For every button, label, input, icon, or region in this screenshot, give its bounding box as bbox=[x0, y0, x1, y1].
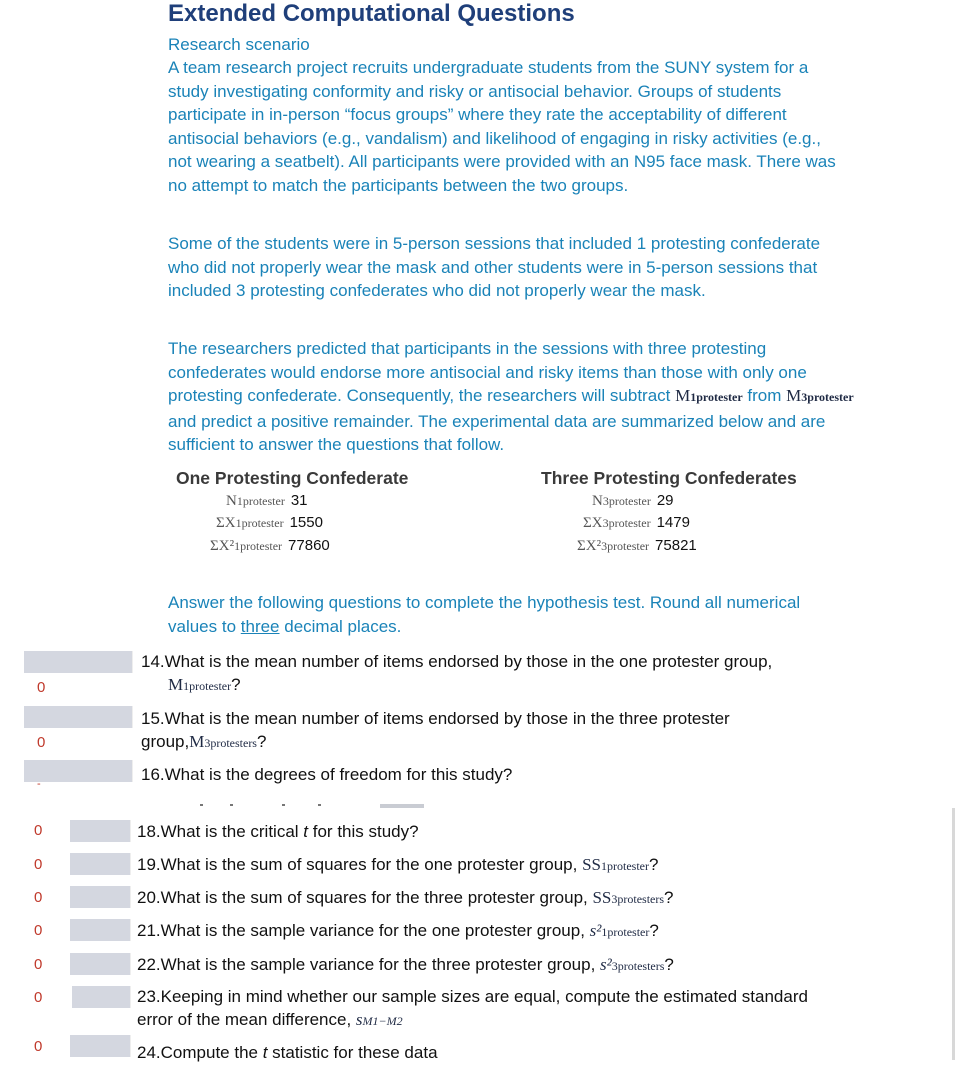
cropped-input-fragment bbox=[380, 804, 424, 808]
group-one-n: N1protester 31 bbox=[226, 492, 308, 509]
score-q15: 0 bbox=[37, 734, 46, 751]
answer-input-q23[interactable] bbox=[72, 986, 131, 1008]
cropped-fragment bbox=[318, 804, 321, 806]
score-q18: 0 bbox=[34, 822, 43, 839]
score-q23: 0 bbox=[34, 989, 43, 1006]
answer-input-q24[interactable] bbox=[70, 1035, 131, 1057]
cropped-fragment bbox=[230, 804, 233, 806]
question-23: 23.Keeping in mind whether our sample sizes are equal, compute the estimated standard error of the mean difference, sM1−M2 bbox=[137, 987, 808, 1029]
page-title: Extended Computational Questions bbox=[168, 0, 575, 27]
question-24: 24.Compute the t statistic for these data bbox=[137, 1043, 438, 1062]
group-one-sum-x2: ΣX²1protester 77860 bbox=[210, 537, 330, 554]
answer-input-q19[interactable] bbox=[70, 853, 131, 875]
section-subtitle: Research scenario bbox=[168, 35, 310, 54]
score-q22: 0 bbox=[34, 956, 43, 973]
cropped-fragment bbox=[200, 804, 203, 806]
score-q24: 0 bbox=[34, 1038, 43, 1055]
instructions-paragraph: Answer the following questions to complete the hypothesis test. Round all numerical values to three decimal places. bbox=[168, 593, 801, 636]
score-q21: 0 bbox=[34, 922, 43, 939]
scroll-edge bbox=[952, 808, 955, 1060]
answer-input-q22[interactable] bbox=[70, 953, 131, 975]
score-q19: 0 bbox=[34, 856, 43, 873]
question-18: 18.What is the critical t for this study? bbox=[137, 822, 419, 841]
group-three-header: Three Protesting Confederates bbox=[541, 468, 797, 488]
group-three-sum-x: ΣX3protester 1479 bbox=[583, 514, 690, 531]
score-q14: 0 bbox=[37, 679, 46, 696]
scenario-paragraph-2: Some of the students were in 5-person sessions that included 1 protesting confederate who did not properly wear the mask and other students were in 5-person sessions that included 3 protesting confederates who did not properly wear the mask. bbox=[168, 234, 821, 300]
question-21: 21.What is the sample variance for the one protester group, s²1protester? bbox=[137, 921, 659, 940]
answer-input-q15[interactable] bbox=[24, 706, 133, 728]
answer-input-q21[interactable] bbox=[70, 919, 131, 941]
answer-input-q14[interactable] bbox=[24, 651, 133, 673]
group-three-sum-x2: ΣX²3protester 75821 bbox=[577, 537, 697, 554]
answer-input-q18[interactable] bbox=[70, 820, 131, 842]
score-q20: 0 bbox=[34, 889, 43, 906]
question-16: 16.What is the degrees of freedom for this study? bbox=[141, 765, 513, 784]
scenario-paragraph-1: A team research project recruits undergraduate students from the SUNY system for a study investigating conformity and risky or antisocial behavior. Groups of students participate in in-person “focus groups” where they rate the acceptability of different antisocial behaviors (e.g., vandalism) and likelihood of engaging in risky activities (e.g., not wearing a seatbelt). All participants were provided with an N95 face mask. There was no attempt to match the participants between the two groups. bbox=[168, 58, 836, 195]
answer-input-q20[interactable] bbox=[70, 886, 131, 908]
score-q16: - bbox=[37, 778, 41, 790]
group-three-n: N3protester 29 bbox=[592, 492, 674, 509]
question-15: 15.What is the mean number of items endorsed by those in the three protester group,M3protesters? bbox=[141, 709, 730, 751]
question-19: 19.What is the sum of squares for the one protester group, SS1protester? bbox=[137, 855, 659, 874]
group-one-sum-x: ΣX1protester 1550 bbox=[216, 514, 323, 531]
scenario-paragraph-3: The researchers predicted that participants in the sessions with three protesting confederates would endorse more antisocial and risky items than those with only one protesting confederate. Consequently, the researchers will subtract M1protester from M3protester and predict a positive remainder. The experimental data are summarized below and are sufficient to answer the questions that follow. bbox=[168, 339, 854, 454]
question-14: 14.What is the mean number of items endorsed by those in the one protester group, M1protester? bbox=[141, 652, 773, 694]
cropped-fragment bbox=[282, 804, 285, 806]
group-one-header: One Protesting Confederate bbox=[176, 468, 409, 488]
question-20: 20.What is the sum of squares for the three protester group, SS3protesters? bbox=[137, 888, 674, 907]
question-22: 22.What is the sample variance for the three protester group, s²3protesters? bbox=[137, 955, 674, 974]
